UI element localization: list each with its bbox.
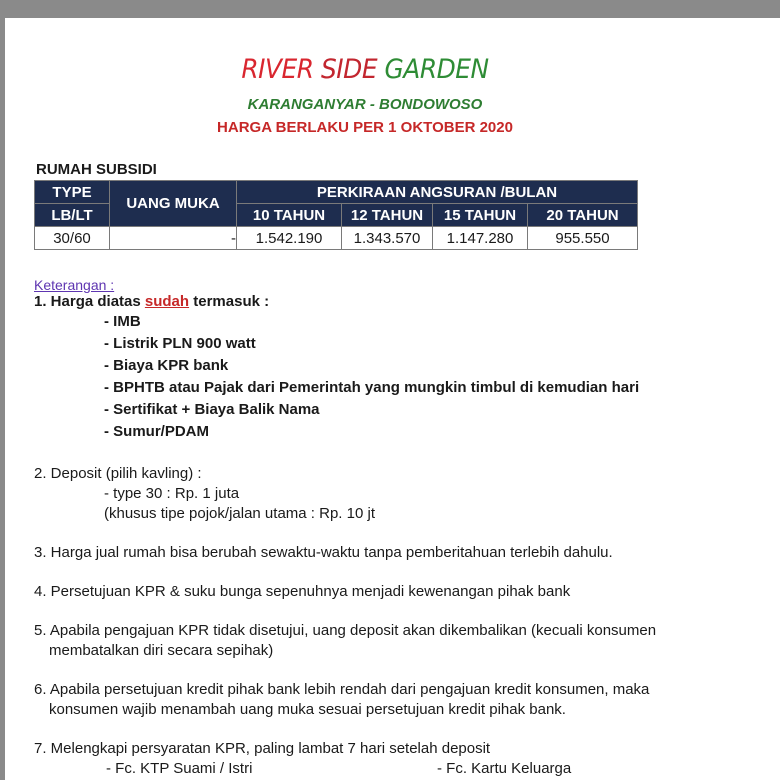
notes-section [34, 277, 779, 779]
header-term: 12 TAHUN [342, 204, 433, 227]
note-7: 7. Melengkapi persyaratan KPR, paling lambat 7 hari setelah deposit [34, 740, 491, 757]
note-3: 3. Harga jual rumah bisa berubah sewaktu-waktu tanpa pemberitahuan terlebih dahulu. [34, 544, 613, 561]
table-header-row [35, 181, 638, 204]
note-1: 1. Harga diatas sudah termasuk : [34, 293, 270, 310]
price-validity: HARGA BERLAKU PER 1 OKTOBER 2020 [217, 119, 513, 136]
note-6: 6. Apabila persetujuan kredit pihak bank lebih rendah dari pengajuan kredit konsumen, maka [34, 681, 650, 698]
section-label: RUMAH SUBSIDI [36, 161, 157, 178]
cell-installment: 1.147.280 [433, 227, 528, 250]
list-item: - Sumur/PDAM [104, 423, 209, 440]
note-2-special: (khusus tipe pojok/jalan utama : Rp. 10 jt [104, 505, 375, 522]
doc-ktp: - Fc. KTP Suami / Istri [106, 760, 253, 777]
list-item: - Listrik PLN 900 watt [104, 335, 256, 352]
cell-installment: 1.542.190 [237, 227, 342, 250]
header-down-payment: UANG MUKA [110, 181, 237, 227]
header-term: 15 TAHUN [433, 204, 528, 227]
notes-title: Keterangan : [34, 277, 115, 293]
header-lb-lt: LB/LT [35, 204, 110, 227]
cell-installment: 955.550 [528, 227, 638, 250]
note-2-type: - type 30 : Rp. 1 juta [104, 485, 240, 502]
table-row [35, 227, 638, 250]
list-item: - BPHTB atau Pajak dari Pemerintah yang mungkin timbul di kemudian hari [104, 379, 640, 396]
header-type: TYPE [35, 181, 110, 204]
cell-down-payment: - [110, 227, 237, 250]
note-7-docs [34, 759, 779, 779]
header-term: 20 TAHUN [528, 204, 638, 227]
doc-kk: - Fc. Kartu Keluarga [437, 760, 572, 777]
note-5-cont: membatalkan diri secara sepihak) [49, 642, 274, 659]
note-4: 4. Persetujuan KPR & suku bunga sepenuhnya menjadi kewenangan pihak bank [34, 583, 571, 600]
project-location: KARANGANYAR - BONDOWOSO [247, 96, 483, 113]
document-page [5, 18, 780, 780]
cell-type: 30/60 [35, 227, 110, 250]
list-item: - IMB [104, 313, 141, 330]
note-2: 2. Deposit (pilih kavling) : [34, 465, 202, 482]
note-5: 5. Apabila pengajuan KPR tidak disetujui, uang deposit akan dikembalikan (kecuali konsumen [34, 622, 657, 639]
header-term: 10 TAHUN [237, 204, 342, 227]
header-installment: PERKIRAAN ANGSURAN /BULAN [237, 181, 638, 204]
project-title: RIVER SIDE GARDEN [241, 54, 489, 85]
list-item: - Sertifikat + Biaya Balik Nama [104, 401, 320, 418]
highlight-sudah: sudah [144, 293, 190, 310]
cell-installment: 1.343.570 [342, 227, 433, 250]
included-list [34, 311, 779, 443]
price-table [34, 180, 638, 250]
note-6-cont: konsumen wajib menambah uang muka sesuai persetujuan kredit pihak bank. [49, 701, 566, 718]
list-item: - Biaya KPR bank [104, 357, 229, 374]
